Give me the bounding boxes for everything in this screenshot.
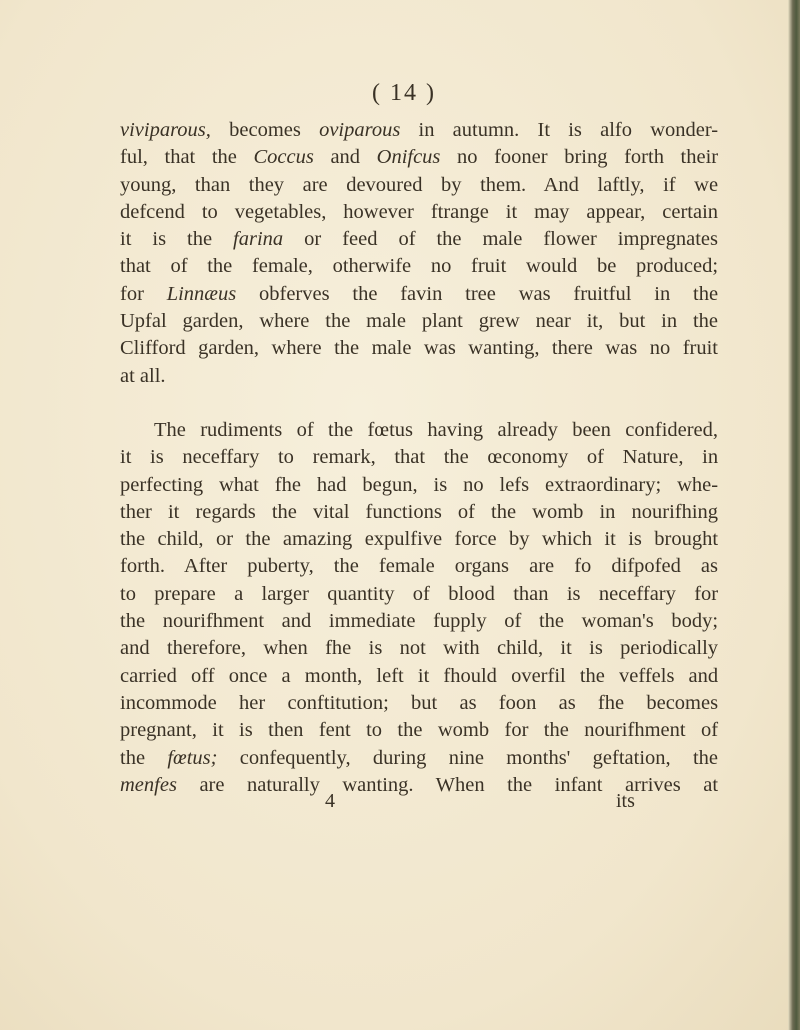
text-line: and therefore, when fhe is not with child, it is periodically (120, 637, 719, 660)
text-line: viviparous, becomes oviparous in autumn. It is alfo wonder- (120, 119, 719, 141)
text-line: incommode her conftitution; but as foon as fhe becomes (120, 691, 719, 714)
text-line: forth. After puberty, the female organs are fo difpofed as (120, 555, 718, 578)
body-text (120, 117, 718, 799)
text-line: ther it regards the vital functions of the womb in nourifhing (120, 500, 719, 523)
text-line: Clifford garden, where the male was wanting, there was no fruit (120, 337, 718, 360)
signature-mark: 4 (325, 790, 335, 812)
text-line: to prepare a larger quantity of blood than is neceffary for (120, 582, 719, 605)
text-line: ful, that the Coccus and Onifcus no fooner bring forth their (120, 146, 719, 169)
text-line: for Linnæus obferves the favin tree was fruitful in the (120, 282, 719, 305)
paragraph-1 (120, 117, 718, 390)
text-line: Upfal garden, where the male plant grew near it, but in the (120, 310, 719, 333)
text-line: perfecting what fhe had begun, is no lefs extraordinary; whe- (120, 473, 719, 496)
paragraph-2 (120, 417, 718, 799)
text-line: it is the farina or feed of the male flower impregnates (120, 228, 718, 251)
text-line: defcend to vegetables, however ftrange it may appear, certain (120, 200, 719, 223)
text-line: the nourifhment and immediate fupply of the woman's body; (120, 610, 719, 633)
text-line: that of the female, otherwife no fruit would be produced; (120, 255, 719, 278)
text-line: the fœtus; confequently, during nine months' geftation, the (120, 746, 718, 769)
page-edge-shadow (788, 0, 800, 1030)
text-line: The rudiments of the fœtus having already been confidered, (154, 418, 719, 441)
text-line: at all. (120, 364, 166, 387)
text-line: it is neceffary to remark, that the œconomy of Nature, in (120, 446, 719, 469)
text-line: pregnant, it is then fent to the womb for the nourifhment of (120, 719, 719, 742)
page-number: ( 14 ) (372, 80, 436, 106)
paragraph-gap (120, 390, 718, 417)
text-line: the child, or the amazing expulfive force by which it is brought (120, 528, 719, 551)
text-line: young, than they are devoured by them. And laftly, if we (120, 173, 719, 196)
text-line: carried off once a month, left it fhould overfil the veffels and (120, 664, 719, 687)
text-line: menfes are naturally wanting. When the infant arrives at (120, 773, 719, 796)
catchword: its (616, 790, 635, 812)
